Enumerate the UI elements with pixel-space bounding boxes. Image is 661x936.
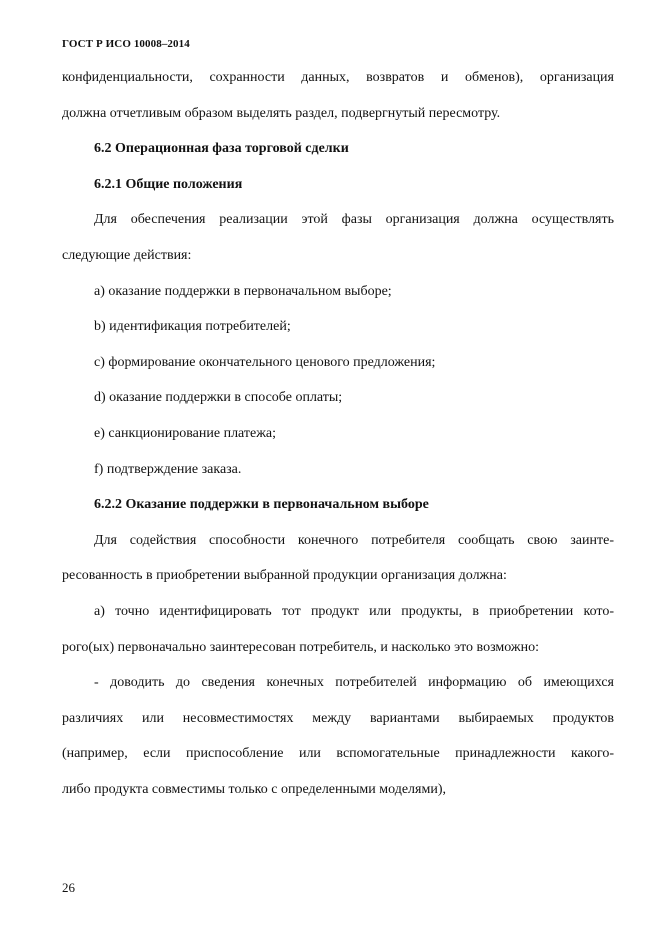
document-header: ГОСТ Р ИСО 10008–2014 — [62, 38, 190, 50]
paragraph-line: Для обеспечения реализации этой фазы организация должна осуществлять — [94, 212, 614, 228]
paragraph-line: должна отчетливым образом выделять раздел, подвергнутый пересмотру. — [62, 105, 501, 121]
paragraph-line: - доводить до сведения конечных потребителей информацию об имеющихся — [94, 675, 614, 691]
paragraph-line: различиях или несовместимостях между вариантами выбираемых продуктов — [62, 710, 614, 726]
paragraph-line: рого(ых) первоначально заинтересован потребитель, и насколько это возможно: — [62, 639, 539, 655]
paragraph-line: a) точно идентифицировать тот продукт или продукты, в приобретении кото- — [94, 603, 614, 619]
paragraph-line: (например, если приспособление или вспомогательные принадлежности какого- — [62, 746, 614, 762]
paragraph-line: конфиденциальности, сохранности данных, возвратов и обменов), организация — [62, 70, 614, 85]
list-item-d: d) оказание поддержки в способе оплаты; — [94, 390, 343, 406]
page-number: 26 — [62, 880, 75, 895]
section-heading-6-2-1: 6.2.1 Общие положения — [94, 176, 243, 192]
section-heading-6-2-2: 6.2.2 Оказание поддержки в первоначальном выборе — [94, 497, 429, 513]
list-item-e: e) санкционирование платежа; — [94, 425, 277, 441]
document-body — [62, 60, 614, 807]
list-item-f: f) подтверждение заказа. — [94, 461, 242, 477]
paragraph-line: либо продукта совместимы только с определенными моделями), — [62, 781, 446, 797]
paragraph-line: Для содействия способности конечного потребителя сообщать свою заинте- — [94, 532, 614, 548]
list-item-b: b) идентификация потребителей; — [94, 319, 291, 335]
paragraph-line: ресованность в приобретении выбранной продукции организация должна: — [62, 568, 507, 584]
list-item-c: c) формирование окончательного ценового предложения; — [94, 354, 436, 370]
list-item-a: a) оказание поддержки в первоначальном выборе; — [94, 283, 392, 299]
paragraph-line: следующие действия: — [62, 247, 192, 263]
section-heading-6-2: 6.2 Операционная фаза торговой сделки — [94, 141, 349, 157]
